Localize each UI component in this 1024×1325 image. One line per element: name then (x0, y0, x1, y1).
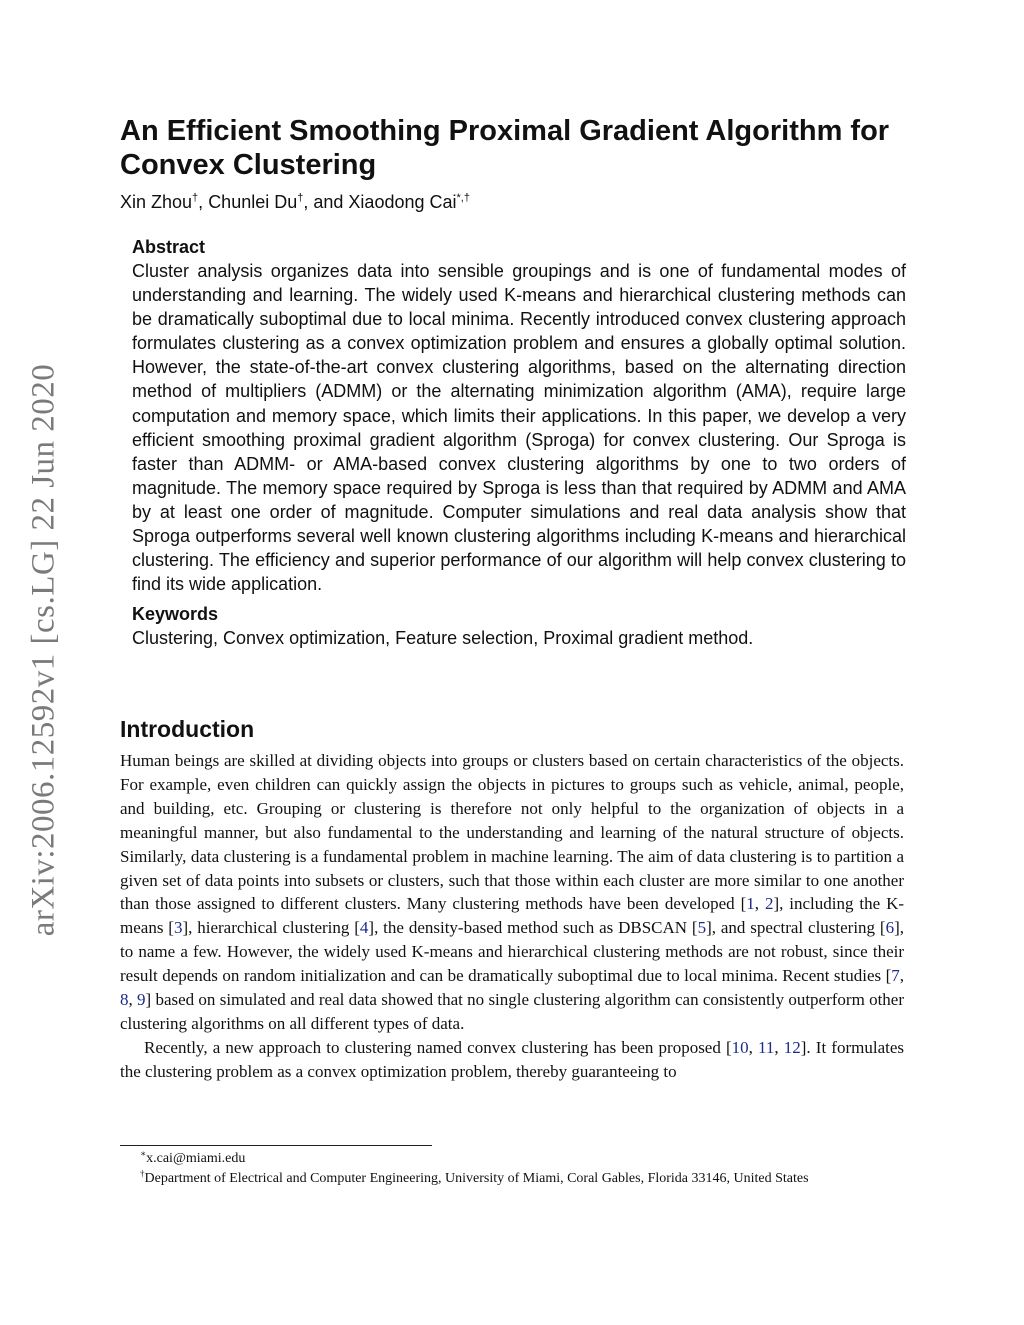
paragraph-text: Recently, a new approach to clustering named convex clustering has been proposed [ (144, 1037, 732, 1057)
paragraph-text: ], including the K-means [ (120, 894, 905, 938)
author-affiliation-mark: † (297, 192, 304, 204)
abstract-heading: Abstract (132, 237, 206, 257)
paragraph-text: Human beings are skilled at dividing objects into groups or clusters based on certain characteristics of the objects. For example, even children can quickly assign the objects in pictures to groups such as vehicle, animal, people, and building, etc. Grouping or clustering is therefore not only helpful to the organization of objects in a meaningful manner, but also fundamental to the understanding and learning of the natural structure of objects. Similarly, data clustering is a fundamental problem in machine learning. The aim of data clustering is to partition a given set of data points into subsets or clusters, such that those within each cluster are more similar to one another than those assigned to different clusters. Many clustering methods have been developed [ (120, 751, 904, 914)
arxiv-identifier-stamp: arXiv:2006.12592v1 [cs.LG] 22 Jun 2020 (25, 363, 62, 937)
paragraph-text: ], the density-based method such as DBSCAN [ (368, 918, 698, 938)
introduction-paragraph-2 (120, 1036, 904, 1084)
paragraph-text: , (774, 1037, 784, 1057)
citation-link[interactable]: 5 (697, 918, 707, 938)
introduction-paragraph-1 (120, 749, 904, 1036)
keywords-heading: Keywords (132, 604, 219, 625)
citation-link[interactable]: 9 (137, 990, 146, 1010)
footnote-affiliation (120, 1169, 904, 1189)
author-name: Xiaodong Cai (348, 192, 457, 212)
footnote-mark: † (140, 1168, 145, 1179)
footnotes (120, 1149, 904, 1189)
footnote-text: x.cai@miami.edu (146, 1151, 246, 1166)
citation-link[interactable]: 2 (764, 894, 774, 914)
author-list (120, 190, 470, 214)
citation-link[interactable]: 8 (120, 990, 129, 1010)
author-name: Xin Zhou (120, 192, 193, 212)
paragraph-text: ], to name a few. However, the widely used K-means and hierarchical clustering methods are not robust, since their result depends on random initialization and can be dramatically suboptimal due to local minima. Recent studies [ (120, 918, 905, 986)
paragraph-text: ]. It formulates the clustering problem as a convex optimization problem, thereby guaranteeing to (120, 1037, 905, 1081)
citation-link[interactable]: 3 (173, 918, 183, 938)
introduction-body (120, 749, 904, 1084)
author-separator: , (198, 192, 209, 212)
citation-link[interactable]: 10 (731, 1037, 749, 1057)
abstract-section (132, 235, 906, 650)
paragraph-text: , (754, 894, 765, 914)
citation-link[interactable]: 7 (891, 966, 900, 986)
citation-link[interactable]: 4 (359, 918, 369, 938)
author-affiliation-mark: † (192, 192, 199, 204)
paragraph-text: , (128, 990, 138, 1010)
paragraph-text: ], and spectral clustering [ (706, 918, 886, 938)
footnote-email (120, 1149, 904, 1169)
paragraph-text: , (899, 966, 904, 986)
author-affiliation-mark: *,† (456, 192, 470, 204)
citation-link[interactable]: 11 (758, 1037, 775, 1057)
citation-link[interactable]: 6 (885, 918, 895, 938)
footnote-mark: ∗ (140, 1148, 147, 1159)
author-separator: , and (303, 192, 349, 212)
paper-title: An Efficient Smoothing Proximal Gradient Algorithm for Convex Clustering (120, 115, 890, 181)
author-name: Chunlei Du (208, 192, 298, 212)
introduction-heading: Introduction (120, 716, 255, 742)
citation-link[interactable]: 12 (783, 1037, 801, 1057)
keywords-text: Clustering, Convex optimization, Feature selection, Proximal gradient method. (132, 628, 754, 649)
citation-link[interactable]: 1 (746, 894, 755, 914)
footnote-divider (120, 1145, 432, 1146)
paragraph-text: , (748, 1037, 759, 1057)
abstract-text: Cluster analysis organizes data into sensible groupings and is one of fundamental modes of understanding and learning. The widely used K-means and hierarchical clustering methods can be dramatically suboptimal due to local minima. Recently introduced convex clustering approach formulates clustering as a convex optimization problem and ensures a globally optimal solution. However, the state-of-the-art convex clustering algorithms, based on the alternating direction method of multipliers (ADMM) or the alternating minimization algorithm (AMA), require large computation and memory space, which limits their applications. In this paper, we develop a very efficient smoothing proximal gradient algorithm (Sproga) for convex clustering. Our Sproga is faster than ADMM- or AMA-based convex clustering algorithms by one to two orders of magnitude. The memory space required by Sproga is less than that required by ADMM and AMA by at least one order of magnitude. Computer simulations and real data analysis show that Sproga outperforms several well known clustering algorithms including K-means and hierarchical clustering. The efficiency and superior performance of our algorithm will help convex clustering to find its wide application. (132, 261, 906, 595)
paragraph-text: ], hierarchical clustering [ (182, 918, 360, 938)
paragraph-text: ] based on simulated and real data showed that no single clustering algorithm can consistently outperform other clustering algorithms on all different types of data. (120, 990, 905, 1033)
footnote-text: Department of Electrical and Computer Engineering, University of Miami, Coral Gables, Florida 33146, United States (144, 1171, 809, 1186)
